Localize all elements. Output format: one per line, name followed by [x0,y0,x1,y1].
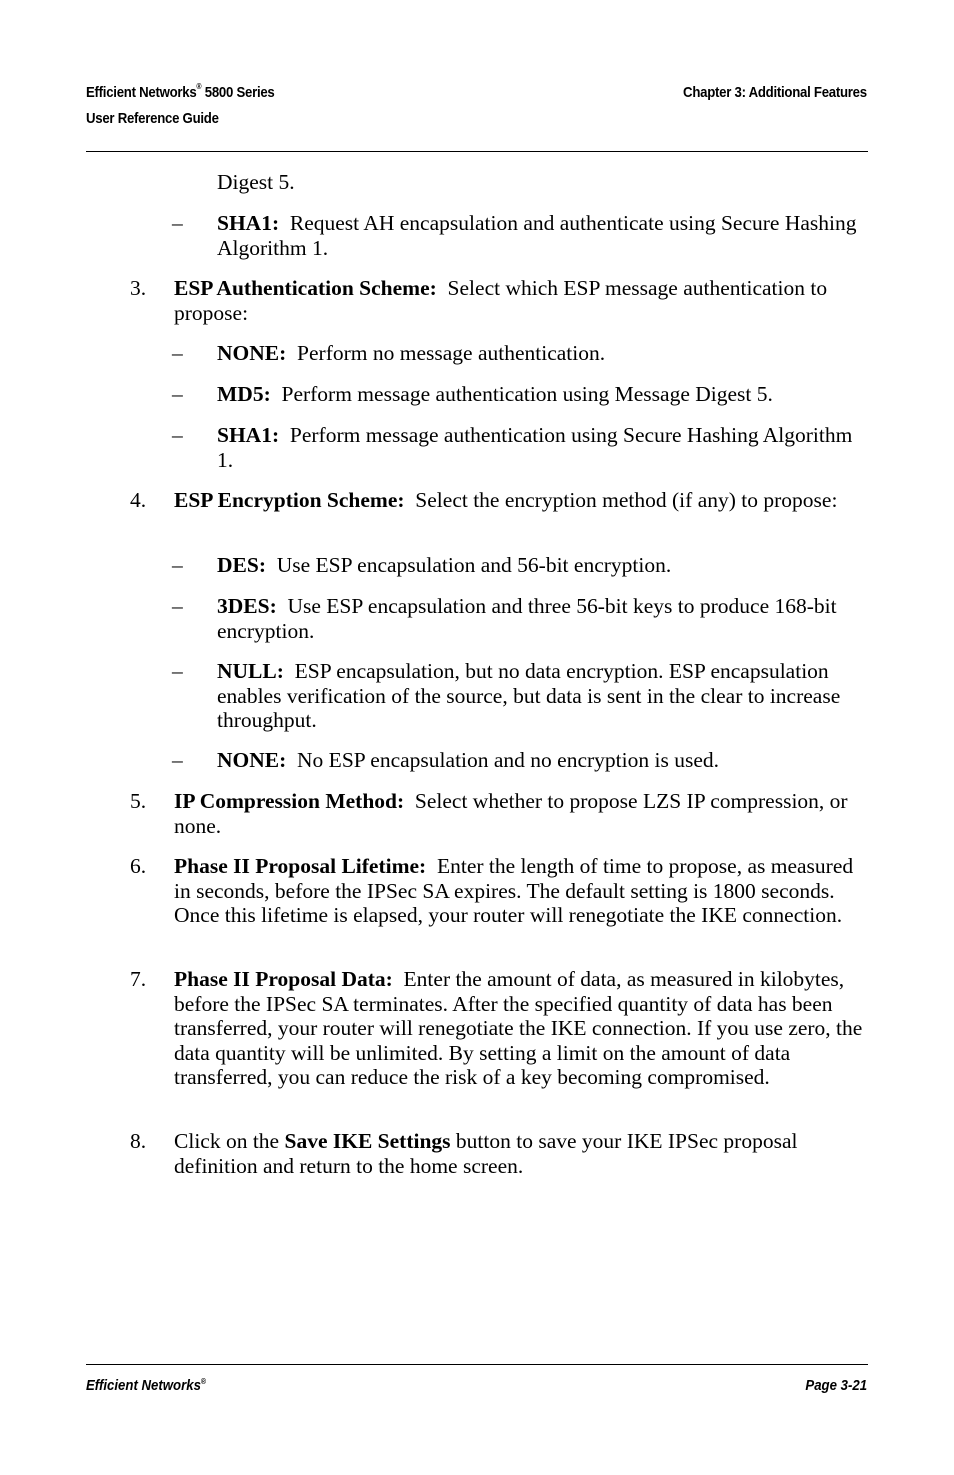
dash-bullet: – [172,748,183,772]
item-label: ESP Authentication Scheme: [174,276,437,300]
header-rule [86,151,868,152]
item-desc: Select whether to propose LZS IP compression, or none. [174,789,848,838]
header-guide: User Reference Guide [86,110,219,127]
sub-item-desc: ESP encapsulation, but no data encryption. ESP encapsulation enables verification of the source, but data is sent in the clear to increase throughput. [217,659,841,732]
sub-item-text [217,382,867,407]
sub-item-text [217,341,867,366]
item-desc: Enter the amount of data, as measured in kilobytes, before the IPSec SA terminates. After the specified quantity of data has been transferred, your router will renegotiate the IKE connection. If you use zero, the data quantity will be unlimited. By setting a limit on the amount of data transferred, you can reduce the risk of a key becoming compromised. [174,967,863,1089]
item-number: 6. [130,854,147,878]
item-text [174,276,864,325]
item-label: Phase II Proposal Lifetime: [174,854,427,878]
item-desc: button to save your IKE IPSec proposal definition and return to the home screen. [174,1129,798,1178]
sub-item-text [217,211,867,260]
item-number: 4. [130,488,147,512]
sub-item-desc: Use ESP encapsulation and three 56-bit keys to produce 168-bit encryption. [217,594,837,643]
dash-bullet: – [172,341,183,365]
dash-bullet: – [172,659,183,683]
sub-item-label: SHA1: [217,211,280,235]
sub-item-label: DES: [217,553,266,577]
item-number: 8. [130,1129,147,1153]
header-brand: Efficient Networks [86,84,197,101]
item-text [174,488,864,513]
item-desc: Select which ESP message authentication to propose: [174,276,828,325]
item-text [174,854,864,928]
item-desc: Select the encryption method (if any) to propose: [415,488,838,512]
item-desc-pre: Click on the [174,1129,285,1153]
dash-bullet: – [172,382,183,406]
dash-bullet: – [172,553,183,577]
sub-item-desc: Perform message authentication using Message Digest 5. [281,382,773,406]
registered-mark: ® [196,82,202,91]
sub-item-text [217,748,867,773]
item-number: 7. [130,967,147,991]
continued-text: Digest 5. [217,170,295,194]
sub-item-desc: Request AH encapsulation and authenticate using Secure Hashing Algorithm 1. [217,211,857,260]
item-text [174,1129,864,1178]
item-desc: Enter the length of time to propose, as measured in seconds, before the IPSec SA expires. The default setting is 1800 seconds. Once this lifetime is elapsed, your router will renegotiate the IKE connection. [174,854,854,927]
header-series: 5800 Series [201,84,275,101]
footer-brand-text: Efficient Networks [86,1377,201,1394]
sub-item-label: NONE: [217,341,287,365]
sub-item-desc: Perform no message authentication. [297,341,606,365]
sub-item-desc: No ESP encapsulation and no encryption is used. [297,748,720,772]
sub-item-label: NONE: [217,748,287,772]
sub-item-desc: Perform message authentication using Secure Hashing Algorithm 1. [217,423,853,472]
footer-rule [86,1364,868,1365]
header-chapter: Chapter 3: Additional Features [683,84,867,101]
footer-registered-mark: ® [200,1377,207,1386]
item-label: IP Compression Method: [174,789,405,813]
item-number: 5. [130,789,147,813]
item-text [174,789,864,838]
dash-bullet: – [172,423,183,447]
footer-brand [86,1377,206,1394]
sub-item-label: MD5: [217,382,271,406]
sub-item-text [217,659,867,733]
sub-item-text [217,423,867,472]
sub-item-label: SHA1: [217,423,280,447]
sub-item-label: NULL: [217,659,284,683]
header-title [86,84,275,101]
sub-item-text [217,594,867,643]
item-number: 3. [130,276,147,300]
item-label: ESP Encryption Scheme: [174,488,405,512]
dash-bullet: – [172,594,183,618]
sub-item-label: 3DES: [217,594,277,618]
item-text [174,967,864,1090]
sub-item-desc: Use ESP encapsulation and 56-bit encryption. [276,553,672,577]
page-number: Page 3-21 [805,1377,867,1394]
sub-item-text [217,553,867,578]
dash-bullet: – [172,211,183,235]
item-label: Phase II Proposal Data: [174,967,393,991]
item-label: Save IKE Settings [284,1129,451,1153]
